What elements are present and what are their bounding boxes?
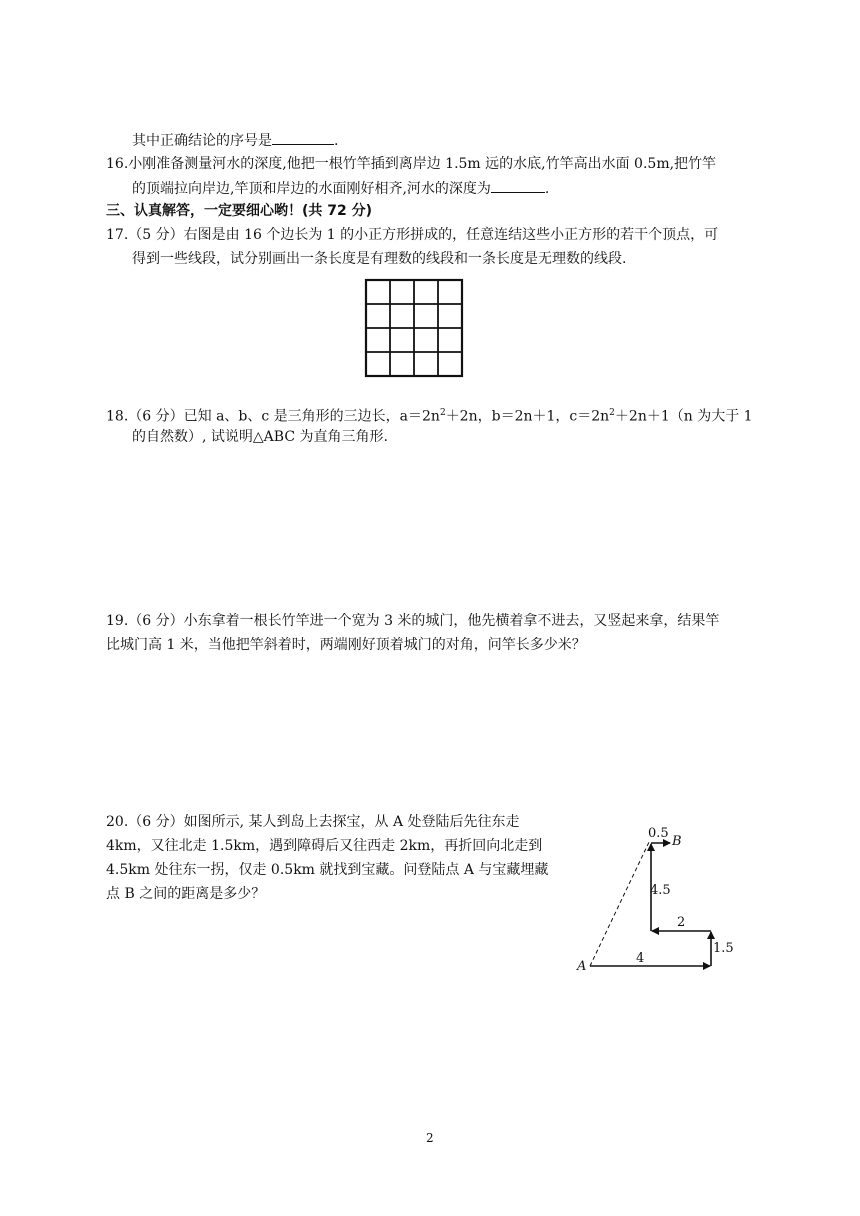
q16-line2 <box>132 179 549 198</box>
point-b-label: B <box>672 834 682 849</box>
q18-line1 <box>106 404 753 426</box>
seg-4-5-label: 4.5 <box>650 883 671 898</box>
q17-line1: 17.（5 分）右图是由 16 个边长为 1 的小正方形拼成的，任意连结这些小正方形的若干个顶点，可 <box>106 227 719 243</box>
q18-line2: 的自然数）, 试说明△ABC 为直角三角形. <box>132 429 388 445</box>
q20-line3: 4.5km 处往东一拐，仅走 0.5km 就找到宝藏。问登陆点 A 与宝藏埋藏 <box>106 862 549 878</box>
section3-heading: 三、认真解答，一定要细心哟！(共 72 分) <box>106 203 373 219</box>
q19-line2: 比城门高 1 米，当他把竿斜着时，两端刚好顶着城门的对角，问竿长多少米？ <box>106 637 586 653</box>
q16-end: . <box>544 181 550 197</box>
q20-line4: 点 B 之间的距离是多少？ <box>106 886 266 902</box>
q15-end: . <box>334 133 339 149</box>
q18-sup-a: 2 <box>439 408 446 418</box>
seg-4-label: 4 <box>636 951 645 966</box>
q16-line1: 16.小刚准备测量河水的深度,他把一根竹竿插到离岸边 1.5m 远的水底,竹竿高出水面 0.5m,把竹竿 <box>106 156 717 172</box>
seg-1-5-label: 1.5 <box>713 941 734 956</box>
q18-text-c: ＋2n＋1（n 为大于 1 <box>614 408 753 425</box>
ab-dashed-line <box>590 840 650 966</box>
q15-answer-blank <box>272 131 334 145</box>
q19-line1: 19.（6 分）小东拿着一根长竹竿进一个宽为 3 米的城门，他先横着拿不进去，又竖起来拿，结果竿 <box>106 613 720 629</box>
q15-text: 其中正确结论的序号是 <box>132 133 272 149</box>
point-a-label: A <box>577 959 587 974</box>
q17-grid-figure <box>362 276 470 380</box>
seg-0-5-label: 0.5 <box>648 826 669 841</box>
q16-text: 的顶端拉向岸边,竿顶和岸边的水面刚好相齐,河水的深度为 <box>132 181 491 197</box>
q18-text-a: 18.（6 分）已知 a、b、c 是三角形的三边长，a＝2n <box>106 408 440 425</box>
q18-text-b: ＋2n，b＝2n＋1，c＝2n <box>445 408 610 425</box>
q16-answer-blank <box>491 179 545 193</box>
page-number: 2 <box>426 1131 434 1145</box>
q15-tail <box>132 131 338 150</box>
q20-line2: 4km，又往北走 1.5km，遇到障碍后又往西走 2km，再折回向北走到 <box>106 838 543 854</box>
seg-2-label: 2 <box>677 915 686 930</box>
q20-line1: 20.（6 分）如图所示, 某人到岛上去探宝，从 A 处登陆后先往东走 <box>106 814 520 830</box>
q17-line2: 得到一些线段，试分别画出一条长度是有理数的线段和一条长度是无理数的线段. <box>132 251 627 267</box>
q18-sup-b: 2 <box>609 408 615 418</box>
q20-path-figure <box>570 820 750 980</box>
